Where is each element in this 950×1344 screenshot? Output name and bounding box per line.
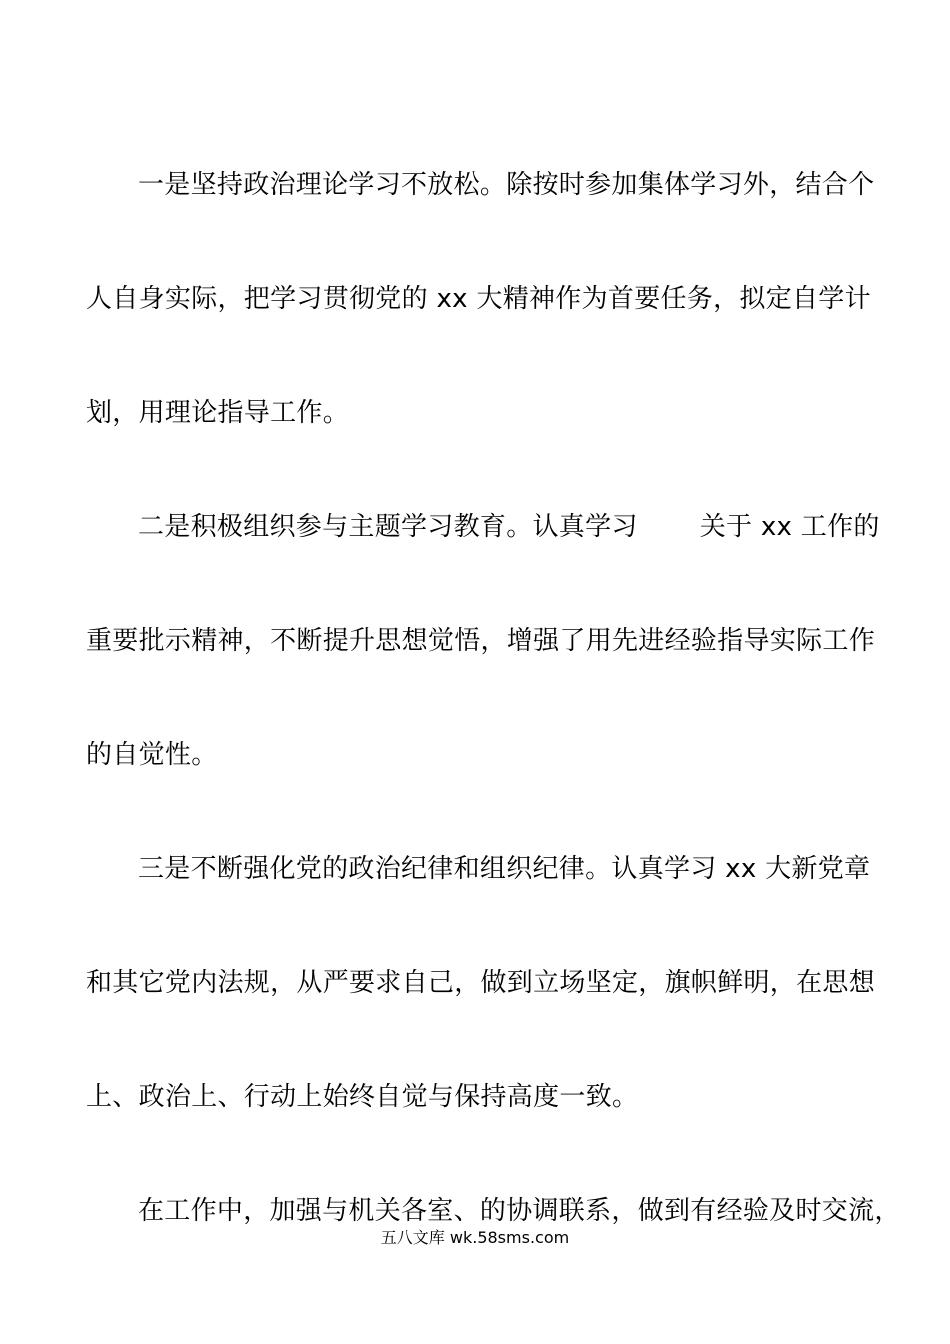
paragraph-3 bbox=[86, 812, 876, 1154]
paragraph-line: 的自觉性。 bbox=[86, 740, 218, 770]
paragraph-line: 重要批示精神，不断提升思想觉悟，增强了用先进经验指导实际工作 bbox=[86, 626, 876, 656]
paragraph-line bbox=[86, 470, 880, 584]
paragraph-line: 上、政治上、行动上始终自觉与保持高度一致。 bbox=[86, 1082, 639, 1112]
paragraph-line: 和其它党内法规，从严要求自己，做到立场坚定，旗帜鲜明，在思想 bbox=[86, 968, 876, 998]
paragraph-2 bbox=[86, 470, 880, 812]
paragraph-line: 在工作中，加强与机关各室、的协调联系，做到有经验及时交流， bbox=[138, 1196, 901, 1226]
paragraph-1 bbox=[86, 128, 875, 470]
document-body bbox=[86, 128, 901, 1268]
paragraph-line: 三是不断强化党的政治纪律和组织纪律。认真学习 xx 大新党章 bbox=[138, 854, 871, 884]
paragraph-line: 一是坚持政治理论学习不放松。除按时参加集体学习外，结合个 bbox=[138, 170, 875, 200]
paragraph-line: 人自身实际，把学习贯彻党的 xx 大精神作为首要任务，拟定自学计 bbox=[86, 284, 871, 314]
paragraph-line-part: 关于 xx 工作的 bbox=[699, 512, 880, 542]
paragraph-line-part: 二是积极组织参与主题学习教育。认真学习 bbox=[138, 512, 638, 542]
paragraph-4 bbox=[86, 1154, 901, 1268]
paragraph-line: 划，用理论指导工作。 bbox=[86, 398, 350, 428]
page-footer: 五八文库 wk.58sms.com bbox=[380, 1228, 570, 1247]
